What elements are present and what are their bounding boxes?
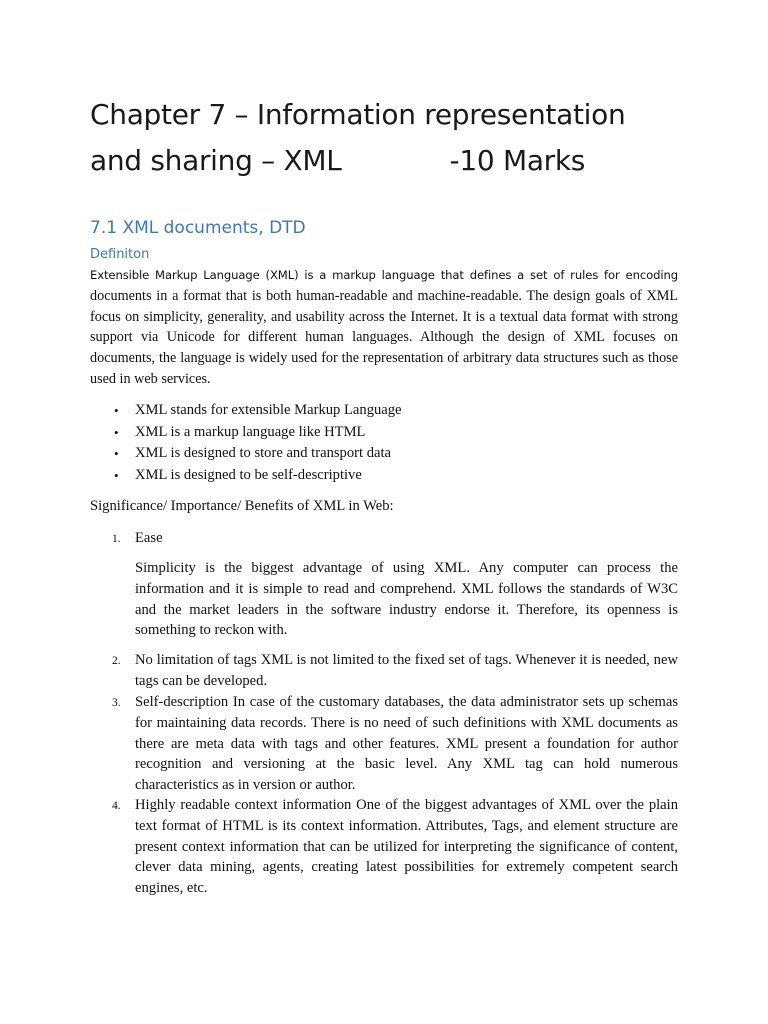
item-number: 2. — [112, 655, 121, 667]
definition-paragraph — [90, 265, 678, 390]
title-marks: -10 Marks — [449, 144, 586, 177]
bullet-icon: • — [114, 424, 119, 440]
item-number: 3. — [112, 697, 121, 709]
title-line-2 — [90, 138, 710, 184]
page-title — [90, 92, 710, 184]
list-item-text: XML is designed to store and transport data — [135, 445, 392, 461]
item-number: 4. — [112, 800, 121, 812]
definition-rest-text: documents in a format that is both human-readable and machine-readable. The design goals of XML focus on simplicity, generality, and usability across the Internet. It is a textual data format with strong support via Unicode for different human languages. Although the design of XML focuses on documents, the language is widely used for the representation of arbitrary data structures such as those used in web services. — [90, 287, 678, 387]
list-item-text: XML is a markup language like HTML — [135, 423, 366, 440]
ease-paragraph: Simplicity is the biggest advantage of using XML. Any computer can process the information and it is simple to read and comprehend. XML follows the standards of W3C and the market leaders in the software industry endorse it. Therefore, its openness is something to reckon with. — [135, 560, 678, 639]
significance-heading: Significance/ Importance/ Benefits of XML in Web: — [90, 498, 394, 514]
bullet-icon: • — [114, 403, 119, 418]
item-text: Highly readable context information One of the biggest advantages of XML over the plain text format of HTML is its context information. Attributes, Tags, and element structure are present context information that can be utilized for interpreting the significance of content, clever data mining, agents, creating latest possibilities for extremely competent search engines, etc. — [135, 797, 678, 897]
title-line-1: Chapter 7 – Information representation — [90, 98, 626, 131]
list-item — [90, 465, 650, 487]
item-text: No limitation of tags XML is not limited to the fixed set of tags. Whenever it is needed, new tags can be developed. — [135, 652, 678, 689]
item-text: Ease — [135, 530, 163, 546]
list-item — [90, 443, 650, 465]
list-item-text: XML stands for extensible Markup Language — [135, 402, 402, 418]
section-heading: 7.1 XML documents, DTD — [90, 218, 306, 238]
xml-facts-list — [90, 400, 650, 486]
list-item — [90, 400, 650, 422]
list-item-text: XML is designed to be self-descriptive — [135, 466, 362, 483]
item-text: Self-description In case of the customary databases, the data administrator sets up schemas for maintaining data records. There is no need of such definitions with XML documents as there are meta data with tags and other features. XML present a foundation for author recognition and versioning at the basic level. Any XML tag can hold numerous characteristics as in version or author. — [135, 694, 678, 794]
list-item — [90, 422, 650, 444]
definition-lead-text: Extensible Markup Language (XML) is a markup language that defines a set of rules for encoding — [90, 268, 678, 282]
bullet-icon: • — [114, 467, 119, 483]
numbered-item-ease — [90, 528, 678, 549]
item-number: 1. — [112, 533, 121, 545]
numbered-item-no-limitation — [90, 650, 678, 692]
bullet-icon: • — [114, 446, 119, 461]
numbered-item-self-description — [90, 692, 678, 796]
title-line-2-text: and sharing – XML — [90, 144, 342, 177]
numbered-item-context-information — [90, 795, 678, 899]
definition-heading: Definiton — [90, 247, 150, 262]
